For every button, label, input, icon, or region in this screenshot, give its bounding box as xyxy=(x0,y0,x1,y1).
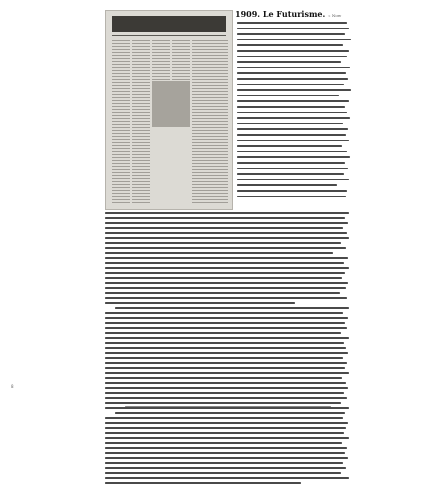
body-text-line xyxy=(105,452,345,454)
body-text-line xyxy=(105,427,346,429)
body-text-line xyxy=(115,412,345,414)
body-text-line xyxy=(237,190,347,192)
body-text-line xyxy=(237,168,348,170)
body-text-line xyxy=(237,179,349,181)
body-text-line xyxy=(237,151,347,153)
body-text-line xyxy=(105,357,343,359)
body-text-line xyxy=(105,367,345,369)
body-text-line xyxy=(237,89,351,91)
body-text-line xyxy=(237,44,343,46)
body-text-line xyxy=(105,252,333,254)
body-text-line xyxy=(237,112,347,114)
body-text-line xyxy=(237,28,349,30)
body-text-line xyxy=(237,128,348,130)
body-text-line xyxy=(105,482,301,484)
body-text-line xyxy=(105,392,344,394)
body-text-line xyxy=(237,72,346,74)
body-text-line xyxy=(105,477,349,479)
body-text-line xyxy=(105,467,346,469)
body-text-line xyxy=(105,222,348,224)
body-text-line xyxy=(237,140,349,142)
body-text-line xyxy=(237,106,345,108)
body-text-line xyxy=(237,156,350,158)
body-text-line xyxy=(105,302,295,304)
body-text-line xyxy=(105,282,348,284)
body-text-line xyxy=(105,457,348,459)
body-text-line xyxy=(105,442,342,444)
body-text-line xyxy=(105,247,346,249)
body-text-line xyxy=(105,397,347,399)
body-text-line xyxy=(105,232,347,234)
body-text-line xyxy=(237,196,346,198)
body-text-line xyxy=(105,227,343,229)
body-text-line xyxy=(105,317,348,319)
body-text-line xyxy=(105,337,349,339)
body-text-line xyxy=(237,95,339,97)
body-text-line xyxy=(237,134,346,136)
body-text-line xyxy=(105,352,348,354)
body-text-line xyxy=(237,78,348,80)
body-text-line xyxy=(237,56,347,58)
body-text-line xyxy=(105,377,342,379)
body-text-line xyxy=(105,322,345,324)
headline-text: 1909. Le Futurisme. xyxy=(235,9,326,19)
body-text-line xyxy=(237,67,350,69)
headline-continuation: « Now xyxy=(328,13,342,18)
body-text-line xyxy=(105,387,348,389)
body-text-line xyxy=(237,61,341,63)
body-text-line xyxy=(105,292,340,294)
body-text-line xyxy=(105,297,347,299)
body-text-line xyxy=(105,287,346,289)
body-text-line xyxy=(237,84,344,86)
article-body-text xyxy=(105,6,351,412)
body-text-line xyxy=(105,472,341,474)
body-text-line xyxy=(237,173,344,175)
body-text-line xyxy=(237,184,337,186)
body-text-line xyxy=(237,22,347,24)
body-text-line xyxy=(105,432,344,434)
body-text-line xyxy=(105,217,345,219)
body-text-line xyxy=(105,382,346,384)
article-column xyxy=(105,6,351,412)
body-text-line xyxy=(105,362,347,364)
body-text-line xyxy=(237,162,345,164)
body-text-line xyxy=(237,39,351,41)
body-text-line xyxy=(105,407,349,409)
body-text-line xyxy=(237,50,349,52)
body-text-line xyxy=(105,347,346,349)
page-number: 8 xyxy=(11,384,14,389)
body-text-line xyxy=(105,417,343,419)
body-text-line xyxy=(105,327,347,329)
body-text-line xyxy=(237,117,350,119)
body-text-line xyxy=(105,447,347,449)
body-text-line xyxy=(105,267,349,269)
body-text-line xyxy=(115,307,349,309)
body-text-line xyxy=(105,402,341,404)
body-text-line xyxy=(105,342,344,344)
body-text-line xyxy=(105,242,341,244)
footnote-text-line xyxy=(125,406,331,407)
body-text-line xyxy=(105,262,344,264)
body-text-line xyxy=(105,422,348,424)
body-text-line xyxy=(105,462,343,464)
body-text-line xyxy=(105,257,348,259)
body-text-line xyxy=(237,100,349,102)
body-text-line xyxy=(105,332,341,334)
body-text-line xyxy=(105,312,343,314)
body-text-line xyxy=(105,272,345,274)
body-text-line xyxy=(105,212,349,214)
body-text-line xyxy=(105,237,349,239)
body-text-line xyxy=(105,437,349,439)
body-text-line xyxy=(237,123,343,125)
body-text-line xyxy=(105,277,342,279)
body-text-line xyxy=(237,33,345,35)
body-text-line xyxy=(237,145,342,147)
body-text-line xyxy=(105,372,349,374)
